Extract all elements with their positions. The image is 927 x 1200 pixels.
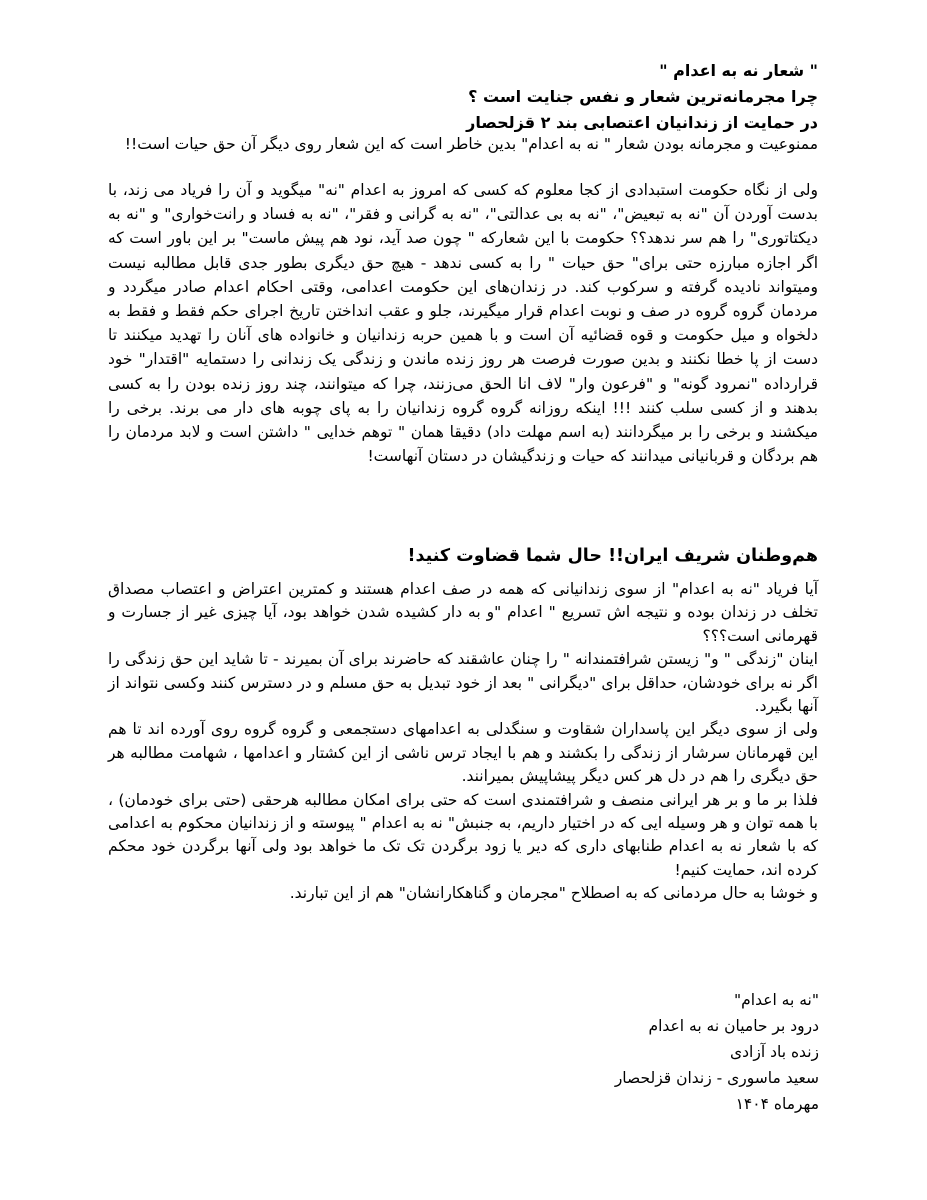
- body-paragraph: فلذا بر ما و بر هر ایرانی منصف و شرافتمندی است که حتی برای امکان مطالبه هرحقی (حتی برای خودمان) ، با همه توان و هر وسیله ایی که در اختیار داریم، به جنبش" نه به اعدام " پیوسته و از زندانیان محکوم به اعدامی که با شعار نه به اعدام طنابهای داری که دیر یا زود برگردن تک تک ما خواهد بود ولی آنها برگردن خود محکم کرده اند، حمایت کنیم!: [108, 790, 818, 879]
- appeal-section: [108, 578, 818, 906]
- document-header: [108, 58, 818, 136]
- intro-paragraph: ممنوعیت و مجرمانه بودن شعار " نه به اعدام" بدین خاطر است که این شعار روی دیگر آن حق حیات است!!: [124, 135, 818, 153]
- document-question: چرا مجرمانه‌ترین شعار و نفس جنایت است ؟: [468, 87, 818, 106]
- section-heading: هم‌وطنان شریف ایران!! حال شما قضاوت کنید!: [407, 546, 818, 566]
- intro-paragraph-block: [108, 133, 818, 156]
- signature-freedom: زنده باد آزادی: [730, 1043, 819, 1061]
- signature-author: سعید ماسوری - زندان قزلحصار: [614, 1069, 819, 1087]
- main-paragraph-block: [108, 178, 818, 468]
- signature-greeting: درود بر حامیان نه به اعدام: [648, 1017, 819, 1035]
- signature-block: [459, 987, 819, 1117]
- body-paragraph: ولی از سوی دیگر این پاسداران شقاوت و سنگدلی به اعدامهای دستجمعی و گروه گروه روی آورده اند تا هم این قهرمانان سرشار از زندگی را بکشند و هم با ایجاد ترس ناشی از این کشتار و اعدامها ، شهامت مطالبه هر حق دیگری را هم در دل هر کس دیگر پیشاپیش بمیرانند.: [108, 720, 818, 786]
- main-paragraph: ولی از نگاه حکومت استبدادی از کجا معلوم که کسی که امروز به اعدام "نه" میگوید و آن را فریاد می زند، با بدست آوردن آن "نه به تبعیض"، "نه به بی عدالتی"، "نه به گرانی و فقر"، "نه به فساد و رانت‌خواری" و "نه به دیکتاتوری" را هم سر ندهد؟؟ حکومت با این شعارکه " چون صد آید، نود هم پیش ماست" بر این باور است که اگر اجازه مبارزه حتی برای" حق حیات " را به کسی ندهد - هیچ حق دیگری بطور جدی قابل مطالبه نیست ومیتواند نادیده گرفته و سرکوب کند. در زندان‌های این حکومت اعدامی، وقتی احکام اعدام صادر میگردد و مردمان گروه گروه در صف و نوبت اعدام قرار میگیرند، جلو و عقب انداختن تاریخ اجرای حکم فقط و فقط به دلخواه و میل حکومت و قوه قضائیه آن است و با همین حربه زندانیان و خانواده های آنان را تهدید میکنند تا دست از پا خطا نکنند و بدین صورت فرصت هر روز زنده ماندن و زندگی یک زندانی را دستمایه "اقتدار" خود قرارداده "نمرود گونه" و "فرعون وار" لاف انا الحق می‌زنند، چرا که میتوانند، چند روز زنده بودن را به کسی بدهند و از کسی سلب کنند !!! اینکه روزانه گروه گروه زندانیان را به پای چوبه های دار می برند. برخی را میکشند و برخی را بر میگردانند (به اسم مهلت داد) دقیقا همان " توهم خدایی " داشتن است و لابد مردمان را هم بردگان و قربانیانی میدانند که حیات و زندگیشان در دستان آنهاست!: [108, 181, 818, 466]
- body-paragraph: آیا فریاد "نه به اعدام" از سوی زندانیانی که همه در صف اعدام هستند و کمترین اعتراض و اعتصاب مصداق تخلف در زندان بوده و نتیجه اش تسریع " اعدام "و به دار کشیده شدن خواهد بود، آیا چیزی غیر از جسارت و قهرمانی است؟؟؟: [108, 580, 818, 645]
- slogan-title: " شعار نه به اعدام ": [659, 61, 818, 80]
- body-paragraph: اینان "زندگی " و" زیستن شرافتمندانه " را چنان عاشقند که حاضرند برای آن بمیرند - تا شاید این حق زندگی را اگر نه برای خودشان، حداقل برای "دیگرانی " بعد از خود تبدیل به حق مسلم و در دسترس کنند وکسی نتواند از آنها بگیرد.: [108, 650, 818, 716]
- body-paragraph: و خوشا به حال مردمانی که به اصطلاح "مجرمان و گناهکارانشان" هم از این تبارند.: [289, 884, 818, 903]
- document-subtitle: در حمایت از زندانیان اعتصابی بند ۲ قزلحصار: [466, 113, 818, 132]
- signature-slogan: "نه به اعدام": [734, 991, 819, 1009]
- signature-date: مهرماه ۱۴۰۴: [735, 1095, 819, 1113]
